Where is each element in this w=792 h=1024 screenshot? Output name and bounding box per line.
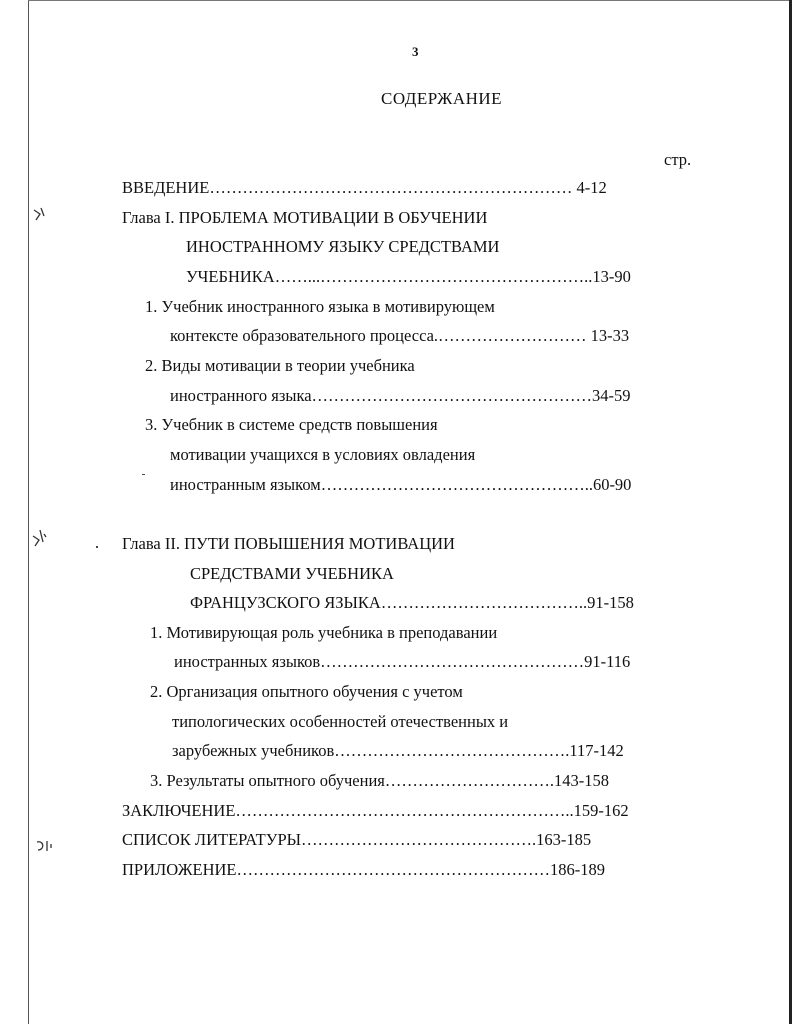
toc-appendix: ПРИЛОЖЕНИЕ…………………………………………………186-189 — [122, 860, 605, 879]
toc-section-1-2-line-1: 2. Виды мотивации в теории учебника — [145, 356, 415, 375]
toc-section-1-3-line-3: иностранным языком…………………………………………..60-90 — [170, 475, 632, 494]
scan-speck — [96, 546, 98, 548]
toc-chapter-2-line-1: Глава II. ПУТИ ПОВЫШЕНИЯ МОТИВАЦИИ — [122, 534, 455, 553]
toc-section-2-2-line-3: зарубежных учебников…………………………………….117-142 — [172, 741, 624, 760]
toc-section-1-3-line-1: 3. Учебник в системе средств повышения — [145, 415, 438, 434]
toc-section-2-2-line-1: 2. Организация опытного обучения с учетом — [150, 682, 463, 701]
toc-chapter-2-line-3: ФРАНЦУЗСКОГО ЯЗЫКА………………………………..91-158 — [190, 593, 634, 612]
margin-mark — [32, 206, 48, 229]
toc-section-1-3-line-2: мотивации учащихся в условиях овладения — [170, 445, 476, 464]
margin-mark — [30, 528, 48, 555]
toc-section-1-1-line-2: контексте образовательного процесса.……………………… 13-33 — [170, 326, 630, 345]
toc-chapter-1-line-2: ИНОСТРАННОМУ ЯЗЫКУ СРЕДСТВАМИ — [186, 237, 500, 256]
scan-top-edge — [28, 0, 792, 1]
page-title: СОДЕРЖАНИЕ — [381, 89, 503, 108]
toc-chapter-2-line-2: СРЕДСТВАМИ УЧЕБНИКА — [190, 564, 394, 583]
scribble-icon — [30, 528, 48, 550]
toc-chapter-1-line-1: Глава I. ПРОБЛЕМА МОТИВАЦИИ В ОБУЧЕНИИ — [122, 208, 488, 227]
toc-section-1-2-line-2: иностранного языка……………………………………………34-59 — [170, 386, 631, 405]
scan-speck — [142, 474, 145, 475]
scribble-icon — [32, 206, 48, 224]
scribble-icon — [34, 838, 54, 854]
toc-section-2-2-line-2: типологических особенностей отечественных и — [172, 712, 509, 731]
margin-mark — [34, 838, 54, 859]
page-number: 3 — [412, 44, 419, 59]
toc-section-2-3: 3. Результаты опытного обучения………………………….143-158 — [150, 771, 609, 790]
toc-conclusion: ЗАКЛЮЧЕНИЕ……………………………………………………..159-162 — [122, 801, 629, 820]
toc-introduction: ВВЕДЕНИЕ………………………………………………………… 4-12 — [122, 178, 607, 197]
scan-left-edge — [28, 0, 29, 1024]
toc-bibliography: СПИСОК ЛИТЕРАТУРЫ…………………………………….163-185 — [122, 830, 592, 849]
toc-chapter-1-line-3: УЧЕБНИКА……...…………………………………………..13-90 — [186, 267, 631, 286]
toc-section-2-1-line-1: 1. Мотивирующая роль учебника в преподавании — [150, 623, 498, 642]
toc-section-2-1-line-2: иностранных языков…………………………………………91-116 — [174, 652, 631, 671]
toc-section-1-1-line-1: 1. Учебник иностранного языка в мотивирующем — [145, 297, 495, 316]
page-column-label: стр. — [664, 150, 692, 169]
